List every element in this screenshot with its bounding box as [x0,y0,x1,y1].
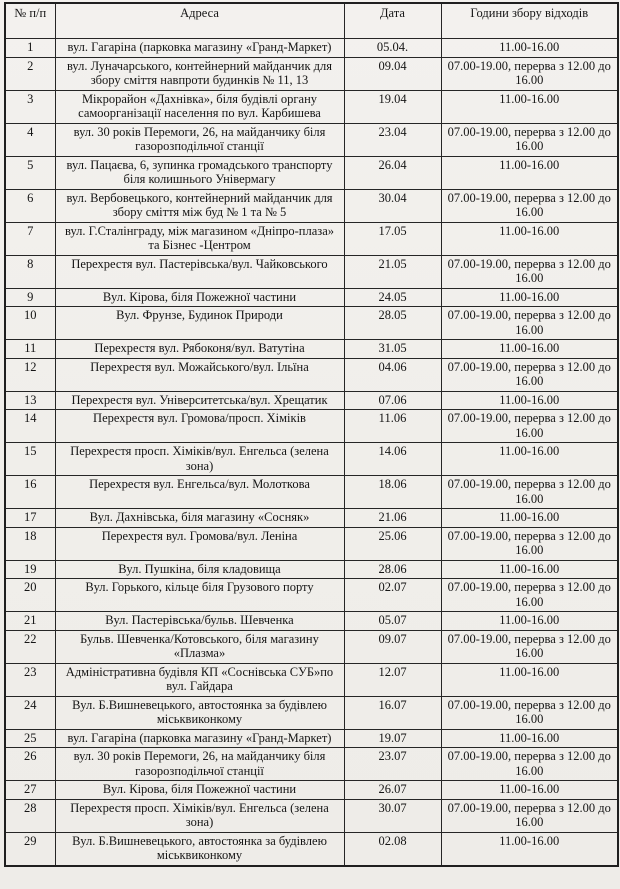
column-header-number: № п/п [5,3,55,39]
date-cell: 09.04 [344,57,441,90]
date-cell: 07.06 [344,391,441,410]
table-row [5,579,618,612]
collection-hours-cell: 11.00-16.00 [441,340,618,359]
address-cell: Вул. Кірова, біля Пожежної частини [55,781,344,800]
table-row [5,57,618,90]
column-header-date: Дата [344,3,441,39]
date-cell: 09.07 [344,630,441,663]
address-cell: Перехрестя просп. Хіміків/вул. Енгельса (зелена зона) [55,443,344,476]
collection-hours-cell: 07.00-19.00, перерва з 12.00 до 16.00 [441,123,618,156]
address-cell: вул. Луначарського, контейнерний майданчик для збору сміття навпроти будинків № 11, 13 [55,57,344,90]
row-number-cell: 1 [5,39,55,58]
date-cell: 25.06 [344,527,441,560]
date-cell: 21.06 [344,509,441,528]
row-number-cell: 15 [5,443,55,476]
table-row [5,663,618,696]
address-cell: Вул. Б.Вишневецького, автостоянка за будівлею міськвиконкому [55,832,344,866]
date-cell: 28.05 [344,307,441,340]
date-cell: 11.06 [344,410,441,443]
row-number-cell: 27 [5,781,55,800]
row-number-cell: 29 [5,832,55,866]
table-row [5,696,618,729]
date-cell: 26.07 [344,781,441,800]
table-row [5,476,618,509]
address-cell: вул. 30 років Перемоги, 26, на майданчику біля газорозподільчої станції [55,748,344,781]
row-number-cell: 26 [5,748,55,781]
address-cell: вул. Г.Сталінграду, між магазином «Дніпро-плаза» та Бізнес -Центром [55,222,344,255]
date-cell: 21.05 [344,255,441,288]
row-number-cell: 17 [5,509,55,528]
collection-hours-cell: 07.00-19.00, перерва з 12.00 до 16.00 [441,358,618,391]
address-cell: вул. 30 років Перемоги, 26, на майданчику біля газорозподільчої станції [55,123,344,156]
table-row [5,748,618,781]
collection-hours-cell: 11.00-16.00 [441,156,618,189]
date-cell: 16.07 [344,696,441,729]
row-number-cell: 7 [5,222,55,255]
row-number-cell: 11 [5,340,55,359]
table-row [5,630,618,663]
collection-hours-cell: 07.00-19.00, перерва з 12.00 до 16.00 [441,189,618,222]
table-row [5,612,618,631]
table-row [5,781,618,800]
collection-hours-cell: 11.00-16.00 [441,832,618,866]
table-row [5,222,618,255]
table-row [5,255,618,288]
address-cell: Бульв. Шевченка/Котовського, біля магазину «Плазма» [55,630,344,663]
row-number-cell: 22 [5,630,55,663]
address-cell: Перехрестя вул. Пастерівська/вул. Чайковського [55,255,344,288]
date-cell: 02.08 [344,832,441,866]
collection-hours-cell: 11.00-16.00 [441,443,618,476]
date-cell: 02.07 [344,579,441,612]
date-cell: 26.04 [344,156,441,189]
row-number-cell: 5 [5,156,55,189]
address-cell: вул. Вербовецького, контейнерний майданчик для збору сміття між буд № 1 та № 5 [55,189,344,222]
row-number-cell: 4 [5,123,55,156]
table-row [5,391,618,410]
row-number-cell: 12 [5,358,55,391]
collection-hours-cell: 07.00-19.00, перерва з 12.00 до 16.00 [441,527,618,560]
date-cell: 14.06 [344,443,441,476]
table-row [5,443,618,476]
table-row [5,729,618,748]
address-cell: Вул. Горького, кільце біля Грузового порту [55,579,344,612]
address-cell: Вул. Б.Вишневецького, автостоянка за будівлею міськвиконкому [55,696,344,729]
collection-hours-cell: 11.00-16.00 [441,391,618,410]
collection-hours-cell: 07.00-19.00, перерва з 12.00 до 16.00 [441,57,618,90]
table-row [5,340,618,359]
collection-hours-cell: 11.00-16.00 [441,560,618,579]
date-cell: 23.07 [344,748,441,781]
date-cell: 24.05 [344,288,441,307]
table-row [5,410,618,443]
address-cell: Вул. Пастерівська/бульв. Шевченка [55,612,344,631]
date-cell: 17.05 [344,222,441,255]
header-row [5,3,618,39]
address-cell: Мікрорайон «Дахнівка», біля будівлі органу самоорганізації населення по вул. Карбишева [55,90,344,123]
row-number-cell: 24 [5,696,55,729]
table-row [5,123,618,156]
date-cell: 30.04 [344,189,441,222]
date-cell: 12.07 [344,663,441,696]
collection-hours-cell: 11.00-16.00 [441,729,618,748]
row-number-cell: 2 [5,57,55,90]
row-number-cell: 28 [5,799,55,832]
row-number-cell: 9 [5,288,55,307]
collection-hours-cell: 11.00-16.00 [441,612,618,631]
collection-hours-cell: 11.00-16.00 [441,90,618,123]
collection-hours-cell: 07.00-19.00, перерва з 12.00 до 16.00 [441,307,618,340]
address-cell: вул. Гагаріна (парковка магазину «Гранд-Маркет) [55,729,344,748]
table-row [5,358,618,391]
address-cell: Вул. Дахнівська, біля магазину «Сосняк» [55,509,344,528]
address-cell: Перехрестя вул. Громова/просп. Хіміків [55,410,344,443]
table-row [5,560,618,579]
row-number-cell: 20 [5,579,55,612]
row-number-cell: 3 [5,90,55,123]
row-number-cell: 19 [5,560,55,579]
row-number-cell: 18 [5,527,55,560]
date-cell: 23.04 [344,123,441,156]
table-row [5,90,618,123]
table-row [5,799,618,832]
address-cell: Перехрестя вул. Рябоконя/вул. Ватутіна [55,340,344,359]
address-cell: Перехрестя вул. Громова/вул. Леніна [55,527,344,560]
collection-hours-cell: 07.00-19.00, перерва з 12.00 до 16.00 [441,476,618,509]
row-number-cell: 16 [5,476,55,509]
address-cell: Перехрестя вул. Можайського/вул. Ільїна [55,358,344,391]
address-cell: Вул. Фрунзе, Будинок Природи [55,307,344,340]
date-cell: 31.05 [344,340,441,359]
table-row [5,39,618,58]
row-number-cell: 25 [5,729,55,748]
address-cell: Перехрестя вул. Енгельса/вул. Молоткова [55,476,344,509]
row-number-cell: 10 [5,307,55,340]
row-number-cell: 8 [5,255,55,288]
collection-hours-cell: 11.00-16.00 [441,39,618,58]
date-cell: 04.06 [344,358,441,391]
collection-hours-cell: 11.00-16.00 [441,781,618,800]
column-header-hours: Години збору відходів [441,3,618,39]
date-cell: 18.06 [344,476,441,509]
address-cell: Перехрестя просп. Хіміків/вул. Енгельса (зелена зона) [55,799,344,832]
address-cell: Вул. Пушкіна, біля кладовища [55,560,344,579]
table-row [5,189,618,222]
date-cell: 19.07 [344,729,441,748]
address-cell: Вул. Кірова, біля Пожежної частини [55,288,344,307]
collection-hours-cell: 07.00-19.00, перерва з 12.00 до 16.00 [441,696,618,729]
collection-hours-cell: 07.00-19.00, перерва з 12.00 до 16.00 [441,410,618,443]
row-number-cell: 6 [5,189,55,222]
date-cell: 19.04 [344,90,441,123]
address-cell: Адміністративна будівля КП «Соснівська СУБ»по вул. Гайдара [55,663,344,696]
date-cell: 28.06 [344,560,441,579]
collection-hours-cell: 07.00-19.00, перерва з 12.00 до 16.00 [441,579,618,612]
address-cell: Перехрестя вул. Університетська/вул. Хрещатик [55,391,344,410]
row-number-cell: 14 [5,410,55,443]
column-header-address: Адреса [55,3,344,39]
date-cell: 30.07 [344,799,441,832]
row-number-cell: 21 [5,612,55,631]
table-row [5,527,618,560]
table-row [5,509,618,528]
address-cell: вул. Пацаєва, 6, зупинка громадського транспорту біля колишнього Універмагу [55,156,344,189]
collection-hours-cell: 07.00-19.00, перерва з 12.00 до 16.00 [441,630,618,663]
table-row [5,156,618,189]
collection-hours-cell: 07.00-19.00, перерва з 12.00 до 16.00 [441,255,618,288]
collection-hours-cell: 11.00-16.00 [441,509,618,528]
row-number-cell: 13 [5,391,55,410]
collection-hours-cell: 11.00-16.00 [441,663,618,696]
collection-hours-cell: 07.00-19.00, перерва з 12.00 до 16.00 [441,799,618,832]
schedule-table-body [5,39,618,866]
waste-collection-schedule-table [4,2,619,867]
collection-hours-cell: 11.00-16.00 [441,288,618,307]
collection-hours-cell: 11.00-16.00 [441,222,618,255]
table-row [5,288,618,307]
table-row [5,307,618,340]
address-cell: вул. Гагаріна (парковка магазину «Гранд-Маркет) [55,39,344,58]
row-number-cell: 23 [5,663,55,696]
date-cell: 05.07 [344,612,441,631]
collection-hours-cell: 07.00-19.00, перерва з 12.00 до 16.00 [441,748,618,781]
table-row [5,832,618,866]
date-cell: 05.04. [344,39,441,58]
